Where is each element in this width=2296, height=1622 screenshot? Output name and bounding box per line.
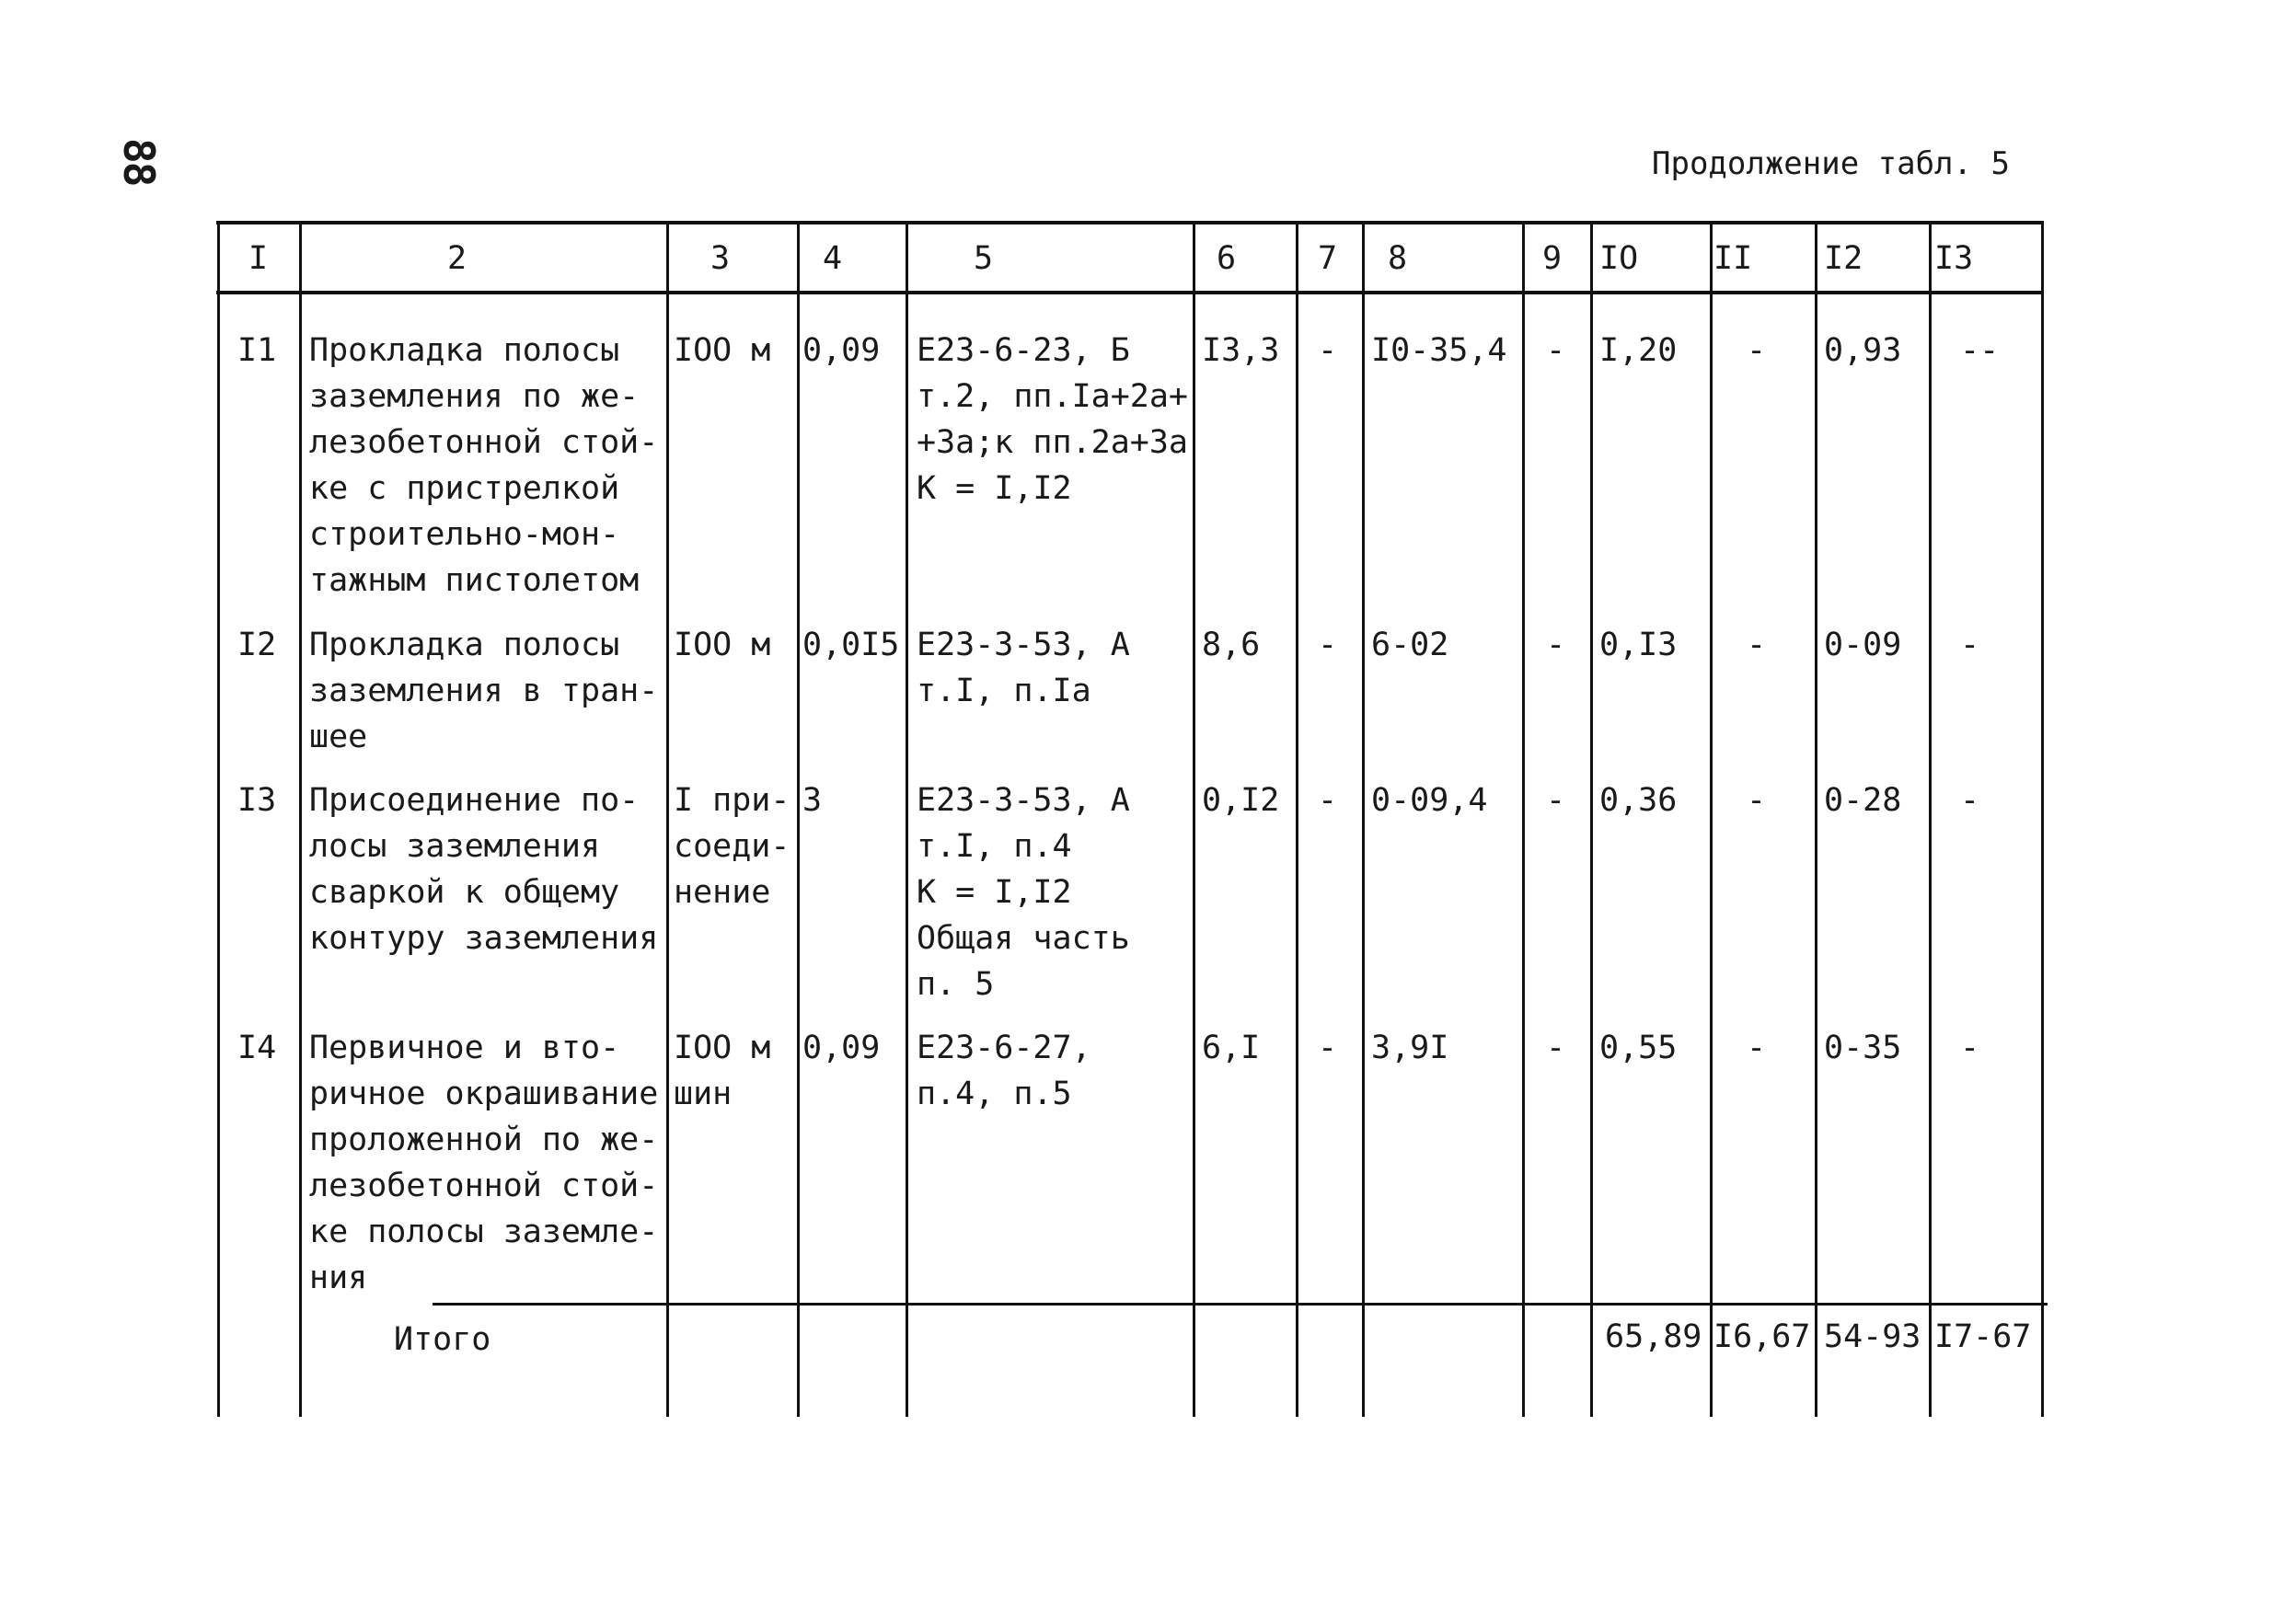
- header-col-10: IO: [1599, 240, 1639, 277]
- header-col-8: 8: [1388, 240, 1408, 277]
- header-col-7: 7: [1318, 240, 1338, 277]
- table-row-cell-norm: Е23-6-23, Б т.2, пп.Iа+2а+ +3а;к пп.2а+3а К = I,I2: [917, 332, 1189, 507]
- table-row-cell-name: Прокладка полосы заземления по же- лезобетонной стой- ке с пристрелкой строительно-мон- тажным пистолетом: [309, 332, 659, 599]
- table-row-cell-12: 0-28: [1824, 782, 1902, 819]
- table-row-cell-13: -: [1960, 782, 1980, 819]
- table-row-cell-unit: IOO м: [674, 627, 771, 663]
- total-cell-12: 54-93: [1824, 1318, 1921, 1355]
- col-rule-11: [1815, 221, 1817, 1417]
- col-rule-9: [1590, 221, 1593, 1417]
- total-cell-11: I6,67: [1713, 1318, 1811, 1355]
- total-cell-13: I7-67: [1934, 1318, 2032, 1355]
- table-row-cell-10: 0,55: [1599, 1030, 1678, 1066]
- col-rule-3: [797, 221, 800, 1417]
- table-row-cell-6: I3,3: [1202, 332, 1280, 369]
- table-row-cell-9: -: [1546, 782, 1566, 819]
- table-row-cell-name: Прокладка полосы заземления в тран- шее: [309, 627, 659, 755]
- col-rule-13: [2041, 221, 2044, 1417]
- table-row-cell-13: -: [1960, 627, 1980, 663]
- col-rule-12: [1929, 221, 1932, 1417]
- total-cell-10: 65,89: [1605, 1318, 1702, 1355]
- table-row-cell-11: -: [1747, 332, 1767, 369]
- table-row-cell-number: I3: [237, 782, 277, 819]
- col-rule-4: [906, 221, 908, 1417]
- header-col-3: 3: [710, 240, 731, 277]
- table-row-cell-9: -: [1546, 332, 1566, 369]
- table-row-cell-11: -: [1747, 1030, 1767, 1066]
- table-row-cell-12: 0-35: [1824, 1030, 1902, 1066]
- table-row-cell-unit: IOO м шин: [674, 1030, 771, 1112]
- table-row-cell-12: 0,93: [1824, 332, 1902, 369]
- col-rule-1: [299, 221, 302, 1417]
- header-col-4: 4: [823, 240, 843, 277]
- table-row-cell-7: -: [1318, 332, 1338, 369]
- table-row-cell-unit: I при- соеди- нение: [674, 782, 790, 911]
- table-row-cell-name: Первичное и вто- ричное окрашивание проложенной по же- лезобетонной стой- ке полосы заземле- ния: [309, 1030, 659, 1296]
- col-rule-0: [217, 221, 220, 1417]
- table-row-cell-qty: 0,09: [802, 332, 881, 369]
- table-row-cell-7: -: [1318, 782, 1338, 819]
- table-row-cell-10: 0,36: [1599, 782, 1678, 819]
- table-row-cell-number: I2: [237, 627, 277, 663]
- col-rule-7: [1362, 221, 1365, 1417]
- table-row-cell-10: I,20: [1599, 332, 1678, 369]
- table-row-cell-qty: 3: [802, 782, 823, 819]
- header-col-11: II: [1713, 240, 1753, 277]
- header-col-13: I3: [1934, 240, 1974, 277]
- table-row-cell-8: 6-02: [1371, 627, 1449, 663]
- total-label: Итого: [394, 1321, 491, 1358]
- table-row-cell-7: -: [1318, 627, 1338, 663]
- col-rule-2: [666, 221, 669, 1417]
- header-col-2: 2: [447, 240, 467, 277]
- col-rule-8: [1522, 221, 1525, 1417]
- table-row-cell-number: I4: [237, 1030, 277, 1066]
- total-rule: [433, 1303, 2048, 1306]
- table-row-cell-8: 0-09,4: [1371, 782, 1488, 819]
- table-continuation-label: Продолжение табл. 5: [1652, 145, 2010, 182]
- header-col-5: 5: [974, 240, 994, 277]
- table-row-cell-9: -: [1546, 1030, 1566, 1066]
- table-row-cell-norm: Е23-3-53, А т.I, п.Iа: [917, 627, 1130, 709]
- header-col-9: 9: [1542, 240, 1563, 277]
- table-row-cell-6: 6,I: [1202, 1030, 1261, 1066]
- table-row-cell-11: -: [1747, 627, 1767, 663]
- col-rule-10: [1710, 221, 1713, 1417]
- table-row-cell-6: 8,6: [1202, 627, 1261, 663]
- table-row-cell-unit: IOO м: [674, 332, 771, 369]
- table-row-cell-9: -: [1546, 627, 1566, 663]
- table-row-cell-8: 3,9I: [1371, 1030, 1449, 1066]
- table-row-cell-13: --: [1960, 332, 2000, 369]
- col-rule-6: [1296, 221, 1298, 1417]
- table-row-cell-name: Присоединение по- лосы заземления сваркой к общему контуру заземления: [309, 782, 659, 957]
- table-row-cell-6: 0,I2: [1202, 782, 1280, 819]
- table-row-cell-number: I1: [237, 332, 277, 369]
- header-col-1: I: [248, 240, 269, 277]
- table-row-cell-10: 0,I3: [1599, 627, 1678, 663]
- table-row-cell-11: -: [1747, 782, 1767, 819]
- table-row-cell-7: -: [1318, 1030, 1338, 1066]
- table-row-cell-12: 0-09: [1824, 627, 1902, 663]
- page-number: 88: [114, 138, 164, 186]
- table-row-cell-norm: Е23-6-27, п.4, п.5: [917, 1030, 1091, 1112]
- header-col-6: 6: [1217, 240, 1237, 277]
- header-bottom-rule: [216, 291, 2043, 294]
- table-row-cell-qty: 0,0I5: [802, 627, 900, 663]
- table-top-rule: [216, 221, 2043, 224]
- header-col-12: I2: [1824, 240, 1863, 277]
- col-rule-5: [1193, 221, 1195, 1417]
- table-row-cell-qty: 0,09: [802, 1030, 881, 1066]
- table-row-cell-norm: Е23-3-53, А т.I, п.4 К = I,I2 Общая часть п. 5: [917, 782, 1130, 1003]
- table-row-cell-13: -: [1960, 1030, 1980, 1066]
- table-row-cell-8: I0-35,4: [1371, 332, 1507, 369]
